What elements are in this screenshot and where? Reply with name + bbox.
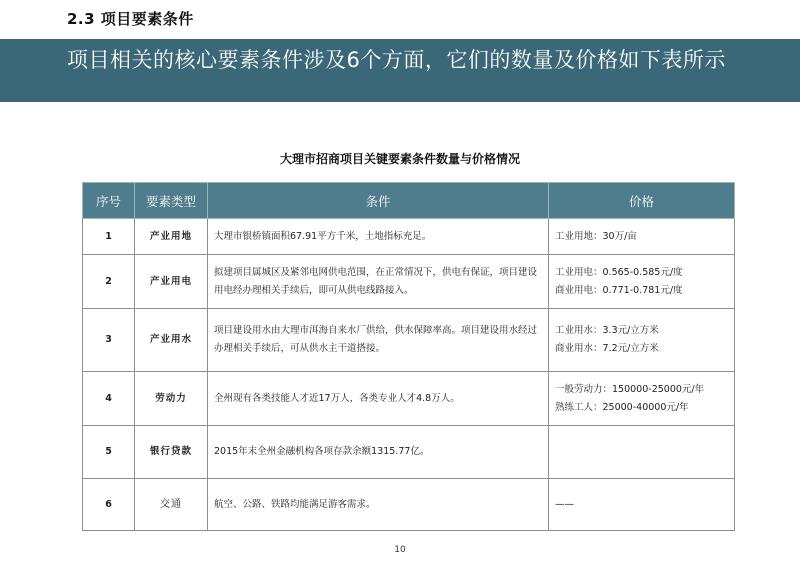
title-banner xyxy=(0,39,800,102)
row-price xyxy=(549,372,735,426)
row-number: 2 xyxy=(83,255,135,309)
row-price xyxy=(549,219,735,255)
table-row xyxy=(83,426,735,479)
row-type: 劳动力 xyxy=(135,372,208,426)
row-type: 银行贷款 xyxy=(135,426,208,479)
row-condition: 全州现有各类技能人才近17万人，各类专业人才4.8万人。 xyxy=(208,372,549,426)
table-row xyxy=(83,255,735,309)
row-number: 1 xyxy=(83,219,135,255)
row-price xyxy=(549,479,735,531)
row-price xyxy=(549,426,735,479)
row-condition: 项目建设用水由大理市洱海自来水厂供给，供水保障率高。项目建设用水经过办理相关手续后，可从供水主干道搭接。 xyxy=(208,309,549,372)
page-number: 10 xyxy=(394,545,406,555)
table-row xyxy=(83,309,735,372)
header-number: 序号 xyxy=(83,183,135,219)
requirements-table xyxy=(82,182,735,531)
price-line: 工业用电：0.565-0.585元/度 xyxy=(555,266,683,278)
table-header-row xyxy=(83,183,735,219)
banner-text: 项目相关的核心要素条件涉及6个方面，它们的数量及价格如下表所示 xyxy=(67,48,726,72)
row-condition: 拟建项目属城区及紧邻电网供电范围，在正常情况下，供电有保证，项目建设用电经办理相关手续后，即可从供电线路接入。 xyxy=(208,255,549,309)
price-line: 一般劳动力：150000-25000元/年 xyxy=(555,383,705,395)
header-condition: 条件 xyxy=(208,183,549,219)
table-caption: 大理市招商项目关键要素条件数量与价格情况 xyxy=(279,152,520,166)
price-line: 工业用水：3.3元/立方米 xyxy=(555,325,659,336)
row-number: 4 xyxy=(83,372,135,426)
row-type: 产业用水 xyxy=(135,309,208,372)
table-row xyxy=(83,219,735,255)
row-condition: 大理市银桥镇面积67.91平方千米，土地指标充足。 xyxy=(208,219,549,255)
section-title: 2.3 项目要素条件 xyxy=(67,10,194,28)
row-condition: 航空、公路、铁路均能满足游客需求。 xyxy=(208,479,549,531)
price-line: 商业用电：0.771-0.781元/度 xyxy=(555,284,683,296)
row-number: 6 xyxy=(83,479,135,531)
header-type: 要素类型 xyxy=(135,183,208,219)
table-row xyxy=(83,479,735,531)
header-price: 价格 xyxy=(549,183,735,219)
row-price xyxy=(549,255,735,309)
row-type: 产业用地 xyxy=(135,219,208,255)
price-line: 工业用地：30万/亩 xyxy=(555,230,637,242)
row-type: 产业用电 xyxy=(135,255,208,309)
price-line: 熟练工人：25000-40000元/年 xyxy=(555,401,689,413)
price-line: 商业用水：7.2元/立方米 xyxy=(555,343,659,354)
row-number: 5 xyxy=(83,426,135,479)
row-condition: 2015年末全州金融机构各项存款余额1315.77亿。 xyxy=(208,426,549,479)
table-row xyxy=(83,372,735,426)
row-price xyxy=(549,309,735,372)
row-number: 3 xyxy=(83,309,135,372)
price-line: —— xyxy=(555,498,574,510)
row-type: 交通 xyxy=(135,479,208,531)
